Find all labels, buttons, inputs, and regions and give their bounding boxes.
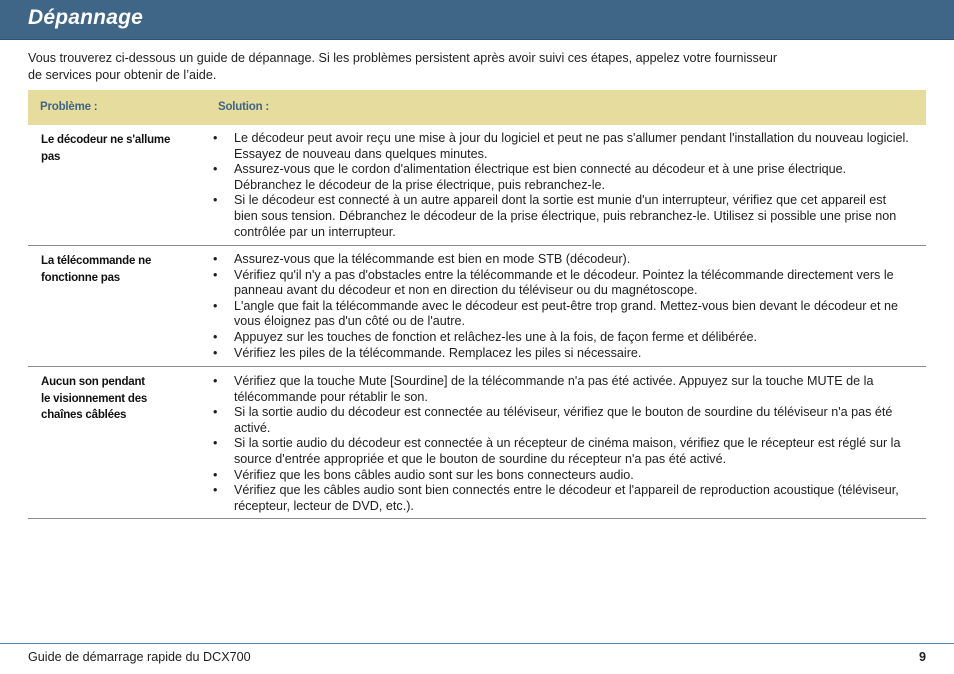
footer-divider <box>0 643 954 644</box>
solution-item <box>213 346 913 362</box>
bullet-icon: • <box>213 162 218 177</box>
bullet-icon: • <box>213 405 218 420</box>
solution-text: Vérifiez que les câbles audio sont bien connectés entre le décodeur et l'appareil de reproduction acoustique (téléviseur, récepteur, lecteur de DVD, etc.). <box>234 483 899 513</box>
solution-item <box>213 299 913 330</box>
solution-text: Vérifiez que la touche Mute [Sourdine] de la télécommande n'a pas été activée. Appuyez sur la touche MUTE de la télécommande pour rétablir le son. <box>234 374 874 404</box>
table-row <box>28 125 926 246</box>
problem-line: Le décodeur ne s'allume <box>41 134 171 146</box>
bullet-icon: • <box>213 467 218 482</box>
solution-text: Si la sortie audio du décodeur est connectée au téléviseur, vérifiez que le bouton de sourdine du téléviseur n'a pas été activé. <box>234 405 893 435</box>
row-problem <box>41 132 191 165</box>
solution-text: Assurez-vous que le cordon d'alimentation électrique est bien connecté au décodeur et à une prise électrique. Débranchez le décodeur de la prise électrique, puis rebranchez-le. <box>234 162 847 192</box>
problem-line: La télécommande ne <box>41 255 152 267</box>
problem-line: Aucun son pendant <box>41 376 145 388</box>
column-header-problem: Problème : <box>40 101 98 113</box>
footer-guide-title: Guide de démarrage rapide du DCX700 <box>28 650 251 664</box>
table-row <box>28 367 926 519</box>
page-number: 9 <box>918 650 926 664</box>
solution-text: L'angle que fait la télécommande avec le décodeur est peut-être trop grand. Mettez-vous bien devant le décodeur et ne vous éloignez pas d'un côté ou de l'autre. <box>234 298 898 329</box>
intro-line: Vous trouverez ci-dessous un guide de dépannage. Si les problèmes persistent après avoir suivi ces étapes, appelez votre fournisseur <box>28 51 778 65</box>
solution-item <box>213 131 913 162</box>
problem-line: fonctionne pas <box>41 271 120 284</box>
solution-item <box>213 193 913 240</box>
bullet-icon: • <box>213 267 218 282</box>
row-problem <box>41 253 191 286</box>
bullet-icon: • <box>213 298 218 313</box>
problem-line: chaînes câblées <box>41 409 127 421</box>
bullet-icon: • <box>213 193 218 208</box>
solution-list <box>213 374 913 514</box>
solution-text: Appuyez sur les touches de fonction et relâchez-les une à la fois, de façon ferme et délibérée. <box>234 329 757 344</box>
solution-text: Le décodeur peut avoir reçu une mise à jour du logiciel et peut ne pas s'allumer pendant l'installation du nouveau logiciel. Essayez de nouveau dans quelques minutes. <box>234 131 909 161</box>
solution-item <box>213 483 913 514</box>
solution-item <box>213 405 913 436</box>
intro-line: de services pour obtenir de l’aide. <box>28 67 217 82</box>
row-problem <box>41 374 191 424</box>
bullet-icon: • <box>213 329 218 344</box>
bullet-icon: • <box>213 345 218 360</box>
intro-paragraph <box>28 50 888 83</box>
bullet-icon: • <box>213 483 218 498</box>
problem-line: pas <box>41 150 61 163</box>
solution-text: Si le décodeur est connecté à un autre appareil dont la sortie est munie d'un interrupteur, vérifiez que cet appareil est bien sous tension. Débranchez le décodeur de la prise électrique, puis rebranchez-le. Utilisez si possible une prise non contrôlée par un interrupteur. <box>234 193 897 239</box>
solution-item <box>213 374 913 405</box>
solution-item <box>213 252 913 268</box>
troubleshooting-table <box>28 90 926 519</box>
solution-item <box>213 330 913 346</box>
solution-text: Assurez-vous que la télécommande est bien en mode STB (décodeur). <box>234 252 631 266</box>
bullet-icon: • <box>213 374 218 388</box>
table-row <box>28 246 926 367</box>
bullet-icon: • <box>213 131 218 145</box>
bullet-icon: • <box>213 436 218 451</box>
solution-item <box>213 468 913 484</box>
solution-list <box>213 131 913 240</box>
solution-item <box>213 268 913 299</box>
page-header-bar <box>0 0 954 40</box>
table-header <box>28 90 926 125</box>
bullet-icon: • <box>213 252 218 266</box>
problem-line: le visionnement des <box>41 392 148 405</box>
solution-item <box>213 436 913 467</box>
solution-text: Vérifiez qu'il n'y a pas d'obstacles entre la télécommande et le décodeur. Pointez la télécommande directement vers le panneau avant du décodeur et non en direction du téléviseur ou du magnétoscope. <box>234 267 894 298</box>
solution-list <box>213 252 913 361</box>
page-title: Dépannage <box>28 6 143 29</box>
solution-item <box>213 162 913 193</box>
column-header-solution: Solution : <box>218 101 270 113</box>
solution-text: Si la sortie audio du décodeur est connectée à un récepteur de cinéma maison, vérifiez que le récepteur est réglé sur la source d'entrée appropriée et que le bouton de sourdine du récepteur n'a pas été activé. <box>234 436 901 466</box>
solution-text: Vérifiez les piles de la télécommande. Remplacez les piles si nécessaire. <box>234 345 642 360</box>
solution-text: Vérifiez que les bons câbles audio sont sur les bons connecteurs audio. <box>234 467 634 482</box>
